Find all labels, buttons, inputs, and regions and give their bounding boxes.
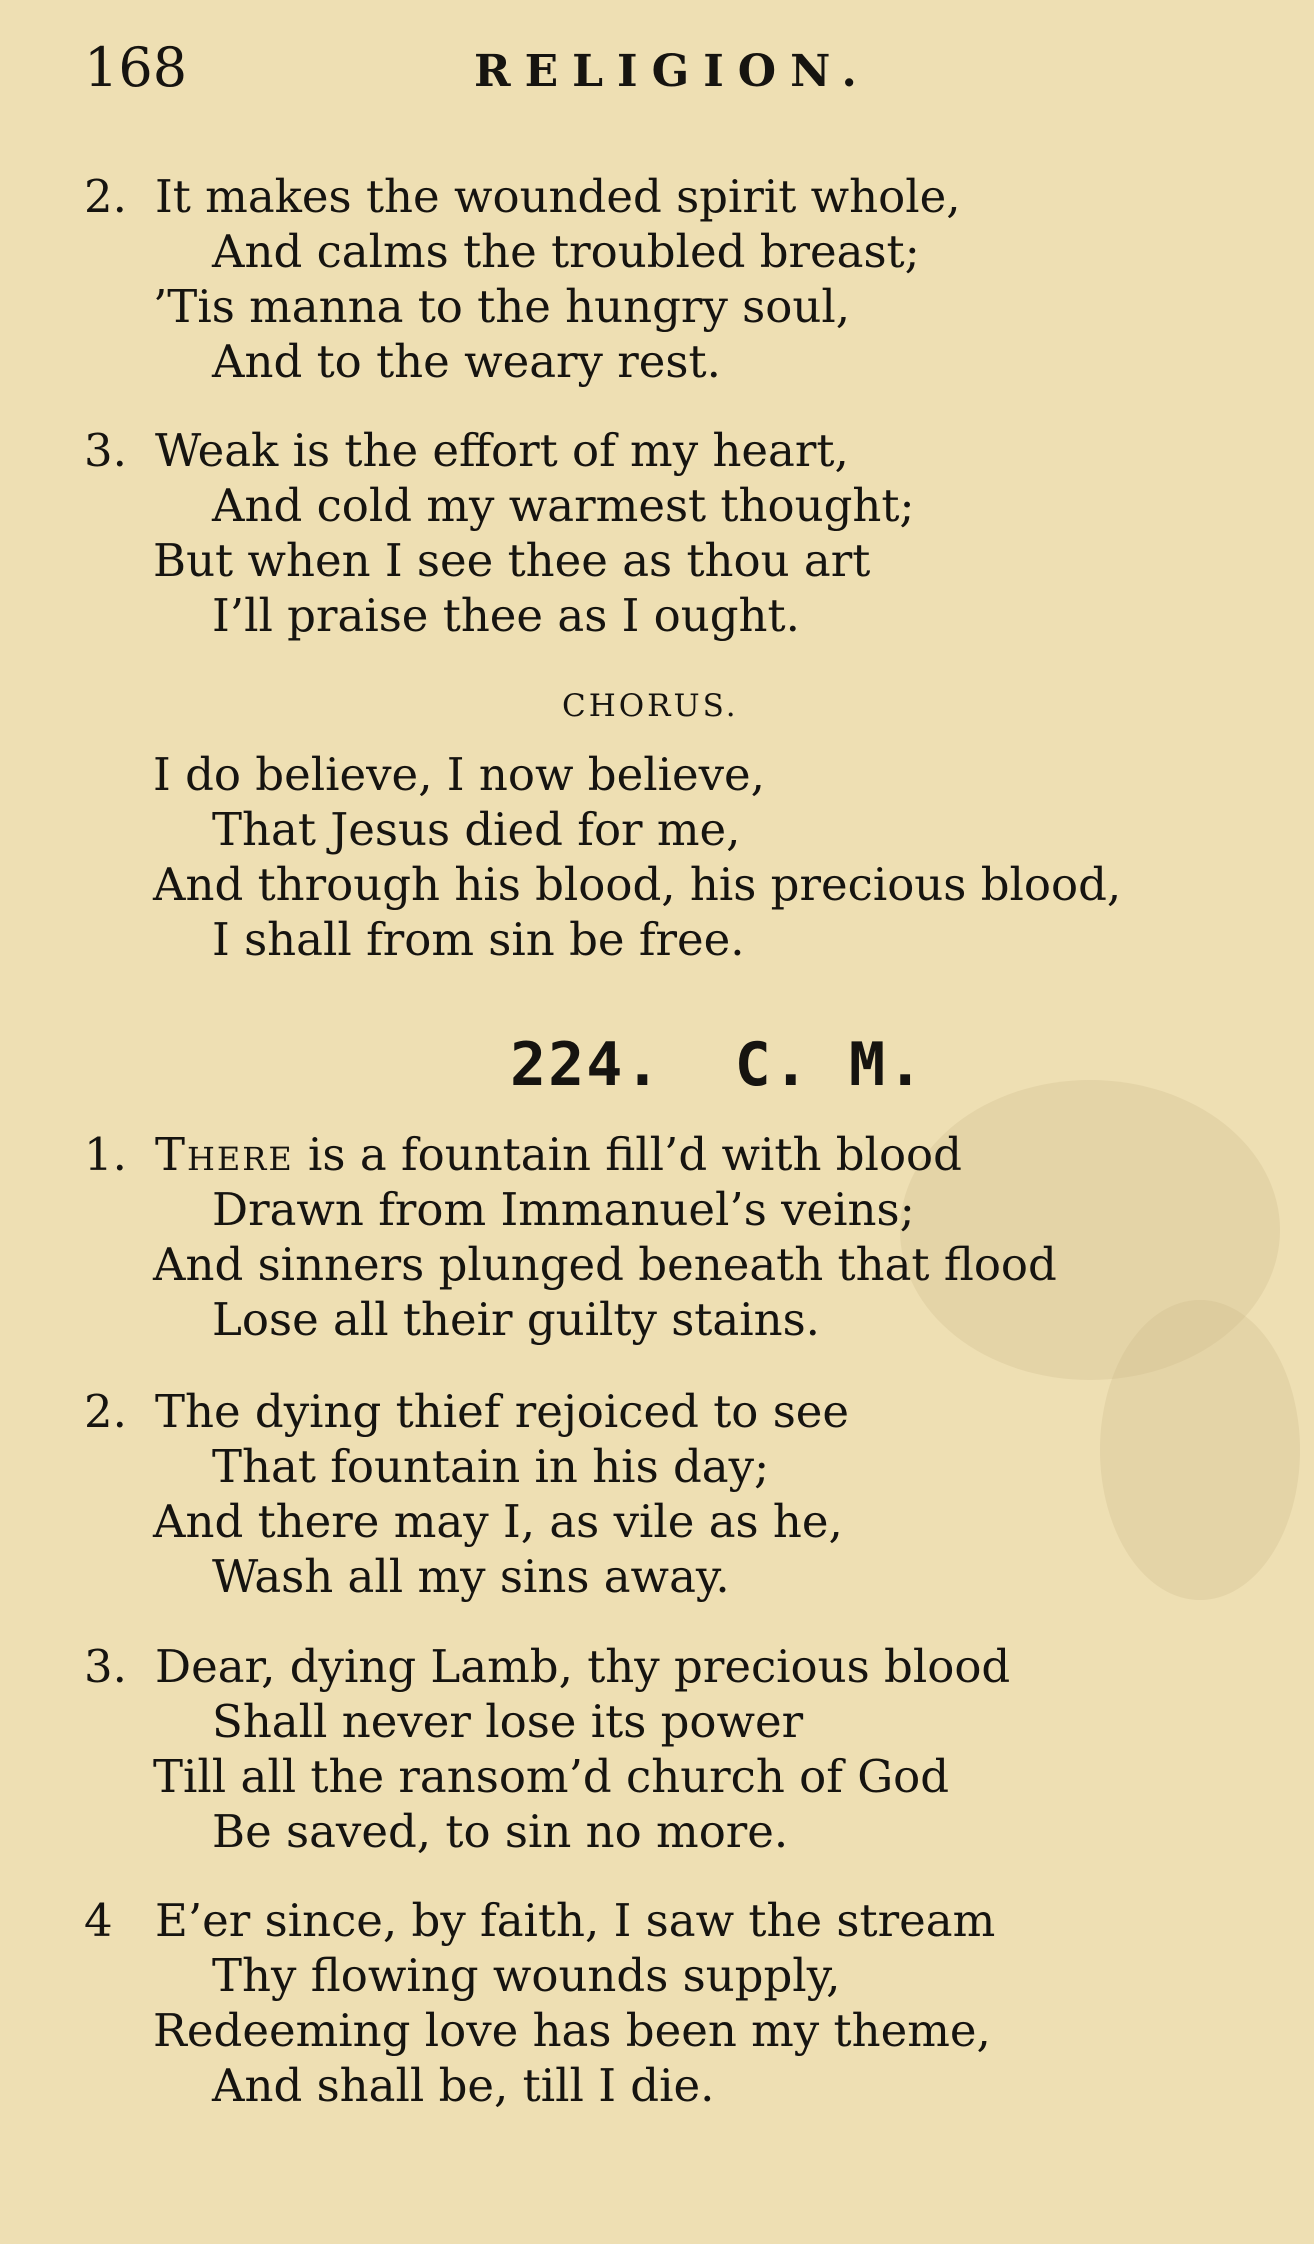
- verse-line: Redeeming love has been my theme,: [153, 2004, 991, 2057]
- verse-line-rest: is a fountain fill’d with blood: [293, 1128, 962, 1181]
- chorus-line: That Jesus died for me,: [212, 803, 741, 856]
- chorus-line: I do believe, I now believe,: [153, 748, 765, 801]
- verse-line: That fountain in his day;: [212, 1440, 770, 1493]
- stanza-number: 2.: [84, 1385, 127, 1438]
- verse-line: Shall never lose its power: [212, 1695, 804, 1748]
- verse-line: Thy flowing wounds supply,: [212, 1949, 841, 2002]
- running-title: RELIGION.: [474, 46, 871, 97]
- verse-line: E’er since, by faith, I saw the stream: [155, 1894, 996, 1947]
- stanza-number: 3.: [84, 424, 127, 477]
- stanza-number: 2.: [84, 170, 127, 223]
- verse-line: But when I see thee as thou art: [153, 534, 871, 587]
- verse-line: ’Tis manna to the hungry soul,: [153, 280, 851, 333]
- hymn-meter: C. M.: [734, 1030, 926, 1100]
- page-number: 168: [84, 36, 188, 99]
- chorus-line: And through his blood, his precious blood,: [153, 858, 1122, 911]
- chorus-line: I shall from sin be free.: [212, 913, 745, 966]
- stanza-number: 1.: [84, 1128, 127, 1181]
- verse-line: Lose all their guilty stains.: [212, 1293, 820, 1346]
- verse-line: Till all the ransom’d church of God: [153, 1750, 950, 1803]
- stanza-number: 4: [84, 1894, 113, 1947]
- verse-line: And to the weary rest.: [212, 335, 721, 388]
- hymn-number: 224.: [510, 1030, 663, 1100]
- verse-line: [155, 1128, 962, 1182]
- verse-line: Wash all my sins away.: [212, 1550, 730, 1603]
- verse-line: Drawn from Immanuel’s veins;: [212, 1183, 915, 1236]
- verse-line: It makes the wounded spirit whole,: [155, 170, 961, 223]
- paper-stain: [1100, 1300, 1300, 1600]
- stanza-number: 3.: [84, 1640, 127, 1693]
- hymn-heading: [510, 1030, 925, 1100]
- chorus-label: CHORUS.: [562, 688, 739, 724]
- verse-line: And sinners plunged beneath that flood: [153, 1238, 1057, 1291]
- verse-line: Be saved, to sin no more.: [212, 1805, 789, 1858]
- verse-line: And cold my warmest thought;: [212, 479, 915, 532]
- verse-line: And there may I, as vile as he,: [153, 1495, 843, 1548]
- verse-line: Weak is the effort of my heart,: [155, 424, 849, 477]
- verse-line: And shall be, till I die.: [212, 2059, 715, 2112]
- verse-line: The dying thief rejoiced to see: [155, 1385, 850, 1438]
- verse-first-word: There: [155, 1128, 294, 1181]
- verse-line: I’ll praise thee as I ought.: [212, 589, 800, 642]
- verse-line: And calms the troubled breast;: [212, 225, 920, 278]
- verse-line: Dear, dying Lamb, thy precious blood: [155, 1640, 1011, 1693]
